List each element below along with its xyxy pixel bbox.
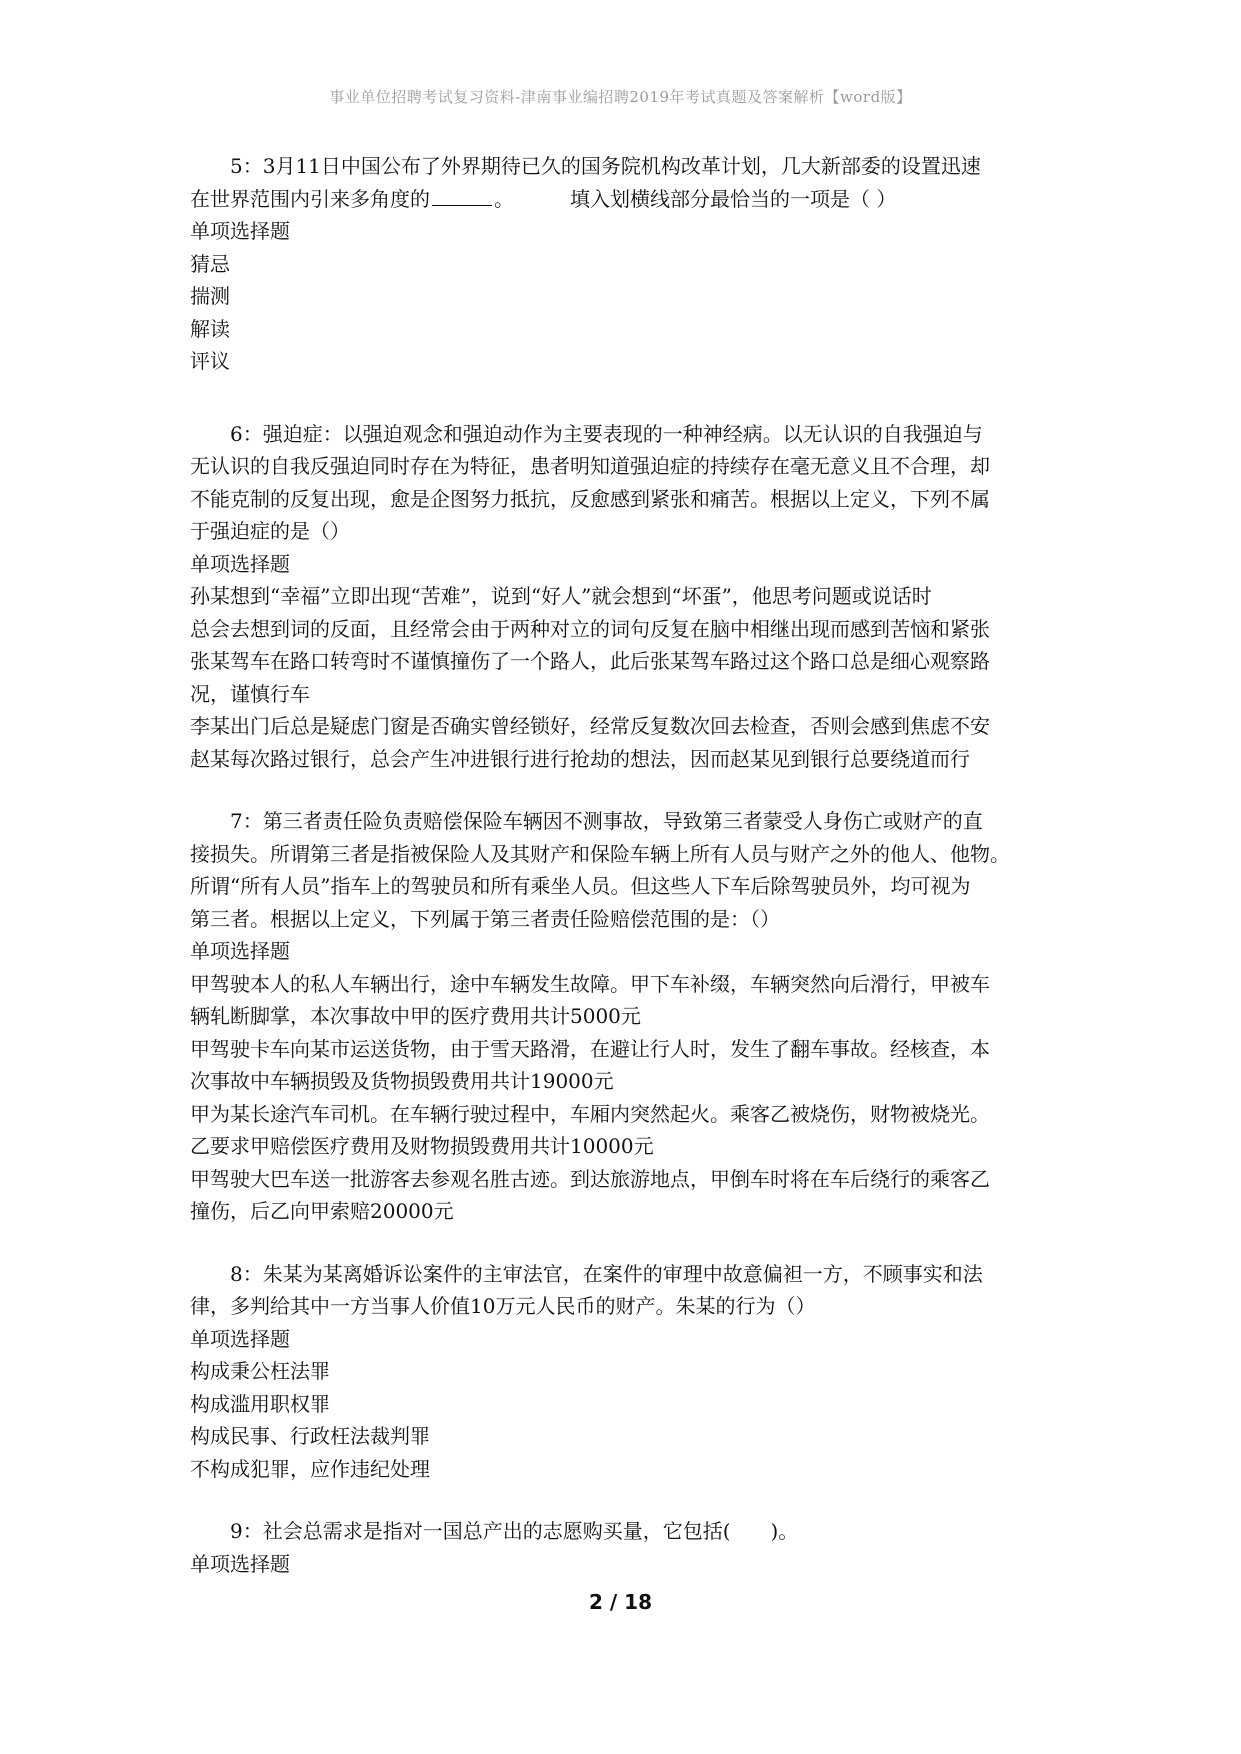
question-7 [190, 805, 1060, 1228]
question-stem-line: 律，多判给其中一方当事人价值10万元人民币的财产。朱某的行为（） [190, 1294, 816, 1318]
question-stem-text: 填入划横线部分最恰当的一项是（ ） [570, 186, 897, 211]
option-b-cont: 次事故中车辆损毁及货物损毁费用共计19000元 [190, 1069, 614, 1093]
question-type: 单项选择题 [190, 219, 290, 243]
question-9 [190, 1515, 1060, 1580]
option-d: 赵某每次路过银行，总会产生冲进银行进行抢劫的想法，因而赵某见到银行总要绕道而行 [190, 746, 970, 771]
option-a-cont: 总会去想到词的反面，且经常会由于两种对立的词句反复在脑中相继出现而感到苦恼和紧张 [190, 616, 990, 641]
question-stem-line: 9：社会总需求是指对一国总产出的志愿购买量，它包括( )。 [230, 1519, 799, 1543]
question-stem-line: 8：朱某为某离婚诉讼案件的主审法官，在案件的审理中故意偏袒一方，不顾事实和法 [230, 1261, 983, 1286]
option-d: 评议 [190, 349, 230, 373]
answer-blank [432, 187, 492, 206]
question-stem-text: 。 [494, 186, 514, 211]
option-d: 不构成犯罪，应作违纪处理 [190, 1456, 430, 1481]
option-b: 揣测 [190, 284, 230, 308]
question-5 [190, 150, 1060, 378]
option-c: 构成民事、行政枉法裁判罪 [190, 1424, 430, 1448]
page-total: 18 [624, 1590, 652, 1614]
option-a: 甲驾驶本人的私人车辆出行，途中车辆发生故障。甲下车补缀，车辆突然向后滑行，甲被车 [190, 971, 990, 996]
page-separator: / [602, 1590, 625, 1614]
question-type: 单项选择题 [190, 1326, 290, 1351]
question-stem-text: 在世界范围内引来多角度的 [190, 186, 430, 211]
option-c: 李某出门后总是疑虑门窗是否确实曾经锁好，经常反复数次回去检查，否则会感到焦虑不安 [190, 714, 990, 738]
option-d-cont: 撞伤，后乙向甲索赔20000元 [190, 1199, 454, 1223]
page-header: 事业单位招聘考试复习资料-津南事业编招聘2019年考试真题及答案解析【word版】 [329, 88, 912, 106]
question-stem-line: 6：强迫症：以强迫观念和强迫动作为主要表现的一种神经病。以无认识的自我强迫与 [230, 421, 983, 446]
question-stem-line: 5：3月11日中国公布了外界期待已久的国务院机构改革计划，几大新部委的设置迅速 [230, 154, 981, 178]
option-a: 孙某想到“幸福”立即出现“苦难”，说到“好人”就会想到“坏蛋”，他思考问题或说话时 [190, 584, 932, 608]
option-a-cont: 辆轧断脚掌，本次事故中甲的医疗费用共计5000元 [190, 1004, 641, 1028]
option-d: 甲驾驶大巴车送一批游客去参观名胜古迹。到达旅游地点，甲倒车时将在车后绕行的乘客乙 [190, 1166, 990, 1191]
option-c: 甲为某长途汽车司机。在车辆行驶过程中，车厢内突然起火。乘客乙被烧伤，财物被烧光。 [190, 1101, 990, 1126]
option-b: 甲驾驶卡车向某市运送货物，由于雪天路滑，在避让行人时，发生了翻车事故。经核查，本 [190, 1036, 990, 1061]
option-b: 张某驾车在路口转弯时不谨慎撞伤了一个路人，此后张某驾车路过这个路口总是细心观察路 [190, 649, 990, 673]
option-c-cont: 乙要求甲赔偿医疗费用及财物损毁费用共计10000元 [190, 1134, 654, 1158]
question-stem-line: 于强迫症的是（） [190, 519, 350, 543]
option-a: 构成秉公枉法罪 [190, 1359, 330, 1383]
page-current: 2 [589, 1590, 603, 1614]
question-8 [190, 1258, 1060, 1486]
question-stem-line: 不能克制的反复出现，愈是企图努力抵抗，反愈感到紧张和痛苦。根据以上定义，下列不属 [190, 486, 990, 511]
question-type: 单项选择题 [190, 551, 290, 576]
question-stem-line: 无认识的自我反强迫同时存在为特征，患者明知道强迫症的持续存在毫无意义且不合理，却 [190, 454, 990, 478]
question-stem-line: 所谓“所有人员”指车上的驾驶员和所有乘坐人员。但这些人下车后除驾驶员外，均可视为 [190, 874, 971, 898]
question-type: 单项选择题 [190, 1551, 290, 1576]
option-b: 构成滥用职权罪 [190, 1391, 330, 1416]
page-content [190, 150, 1060, 1610]
question-type: 单项选择题 [190, 939, 290, 963]
question-stem-line [190, 183, 1060, 216]
question-6 [190, 418, 1060, 776]
option-c: 解读 [190, 316, 230, 341]
question-stem-line: 第三者。根据以上定义，下列属于第三者责任险赔偿范围的是：（） [190, 906, 780, 931]
option-b-cont: 况，谨慎行车 [190, 681, 310, 706]
page-number [0, 1590, 1241, 1614]
question-stem-line: 接损失。所谓第三者是指被保险人及其财产和保险车辆上所有人员与财产之外的他人、他物。 [190, 841, 1010, 866]
option-a: 猜忌 [190, 251, 230, 276]
question-stem-line: 7：第三者责任险负责赔偿保险车辆因不测事故，导致第三者蒙受人身伤亡或财产的直 [230, 809, 983, 833]
